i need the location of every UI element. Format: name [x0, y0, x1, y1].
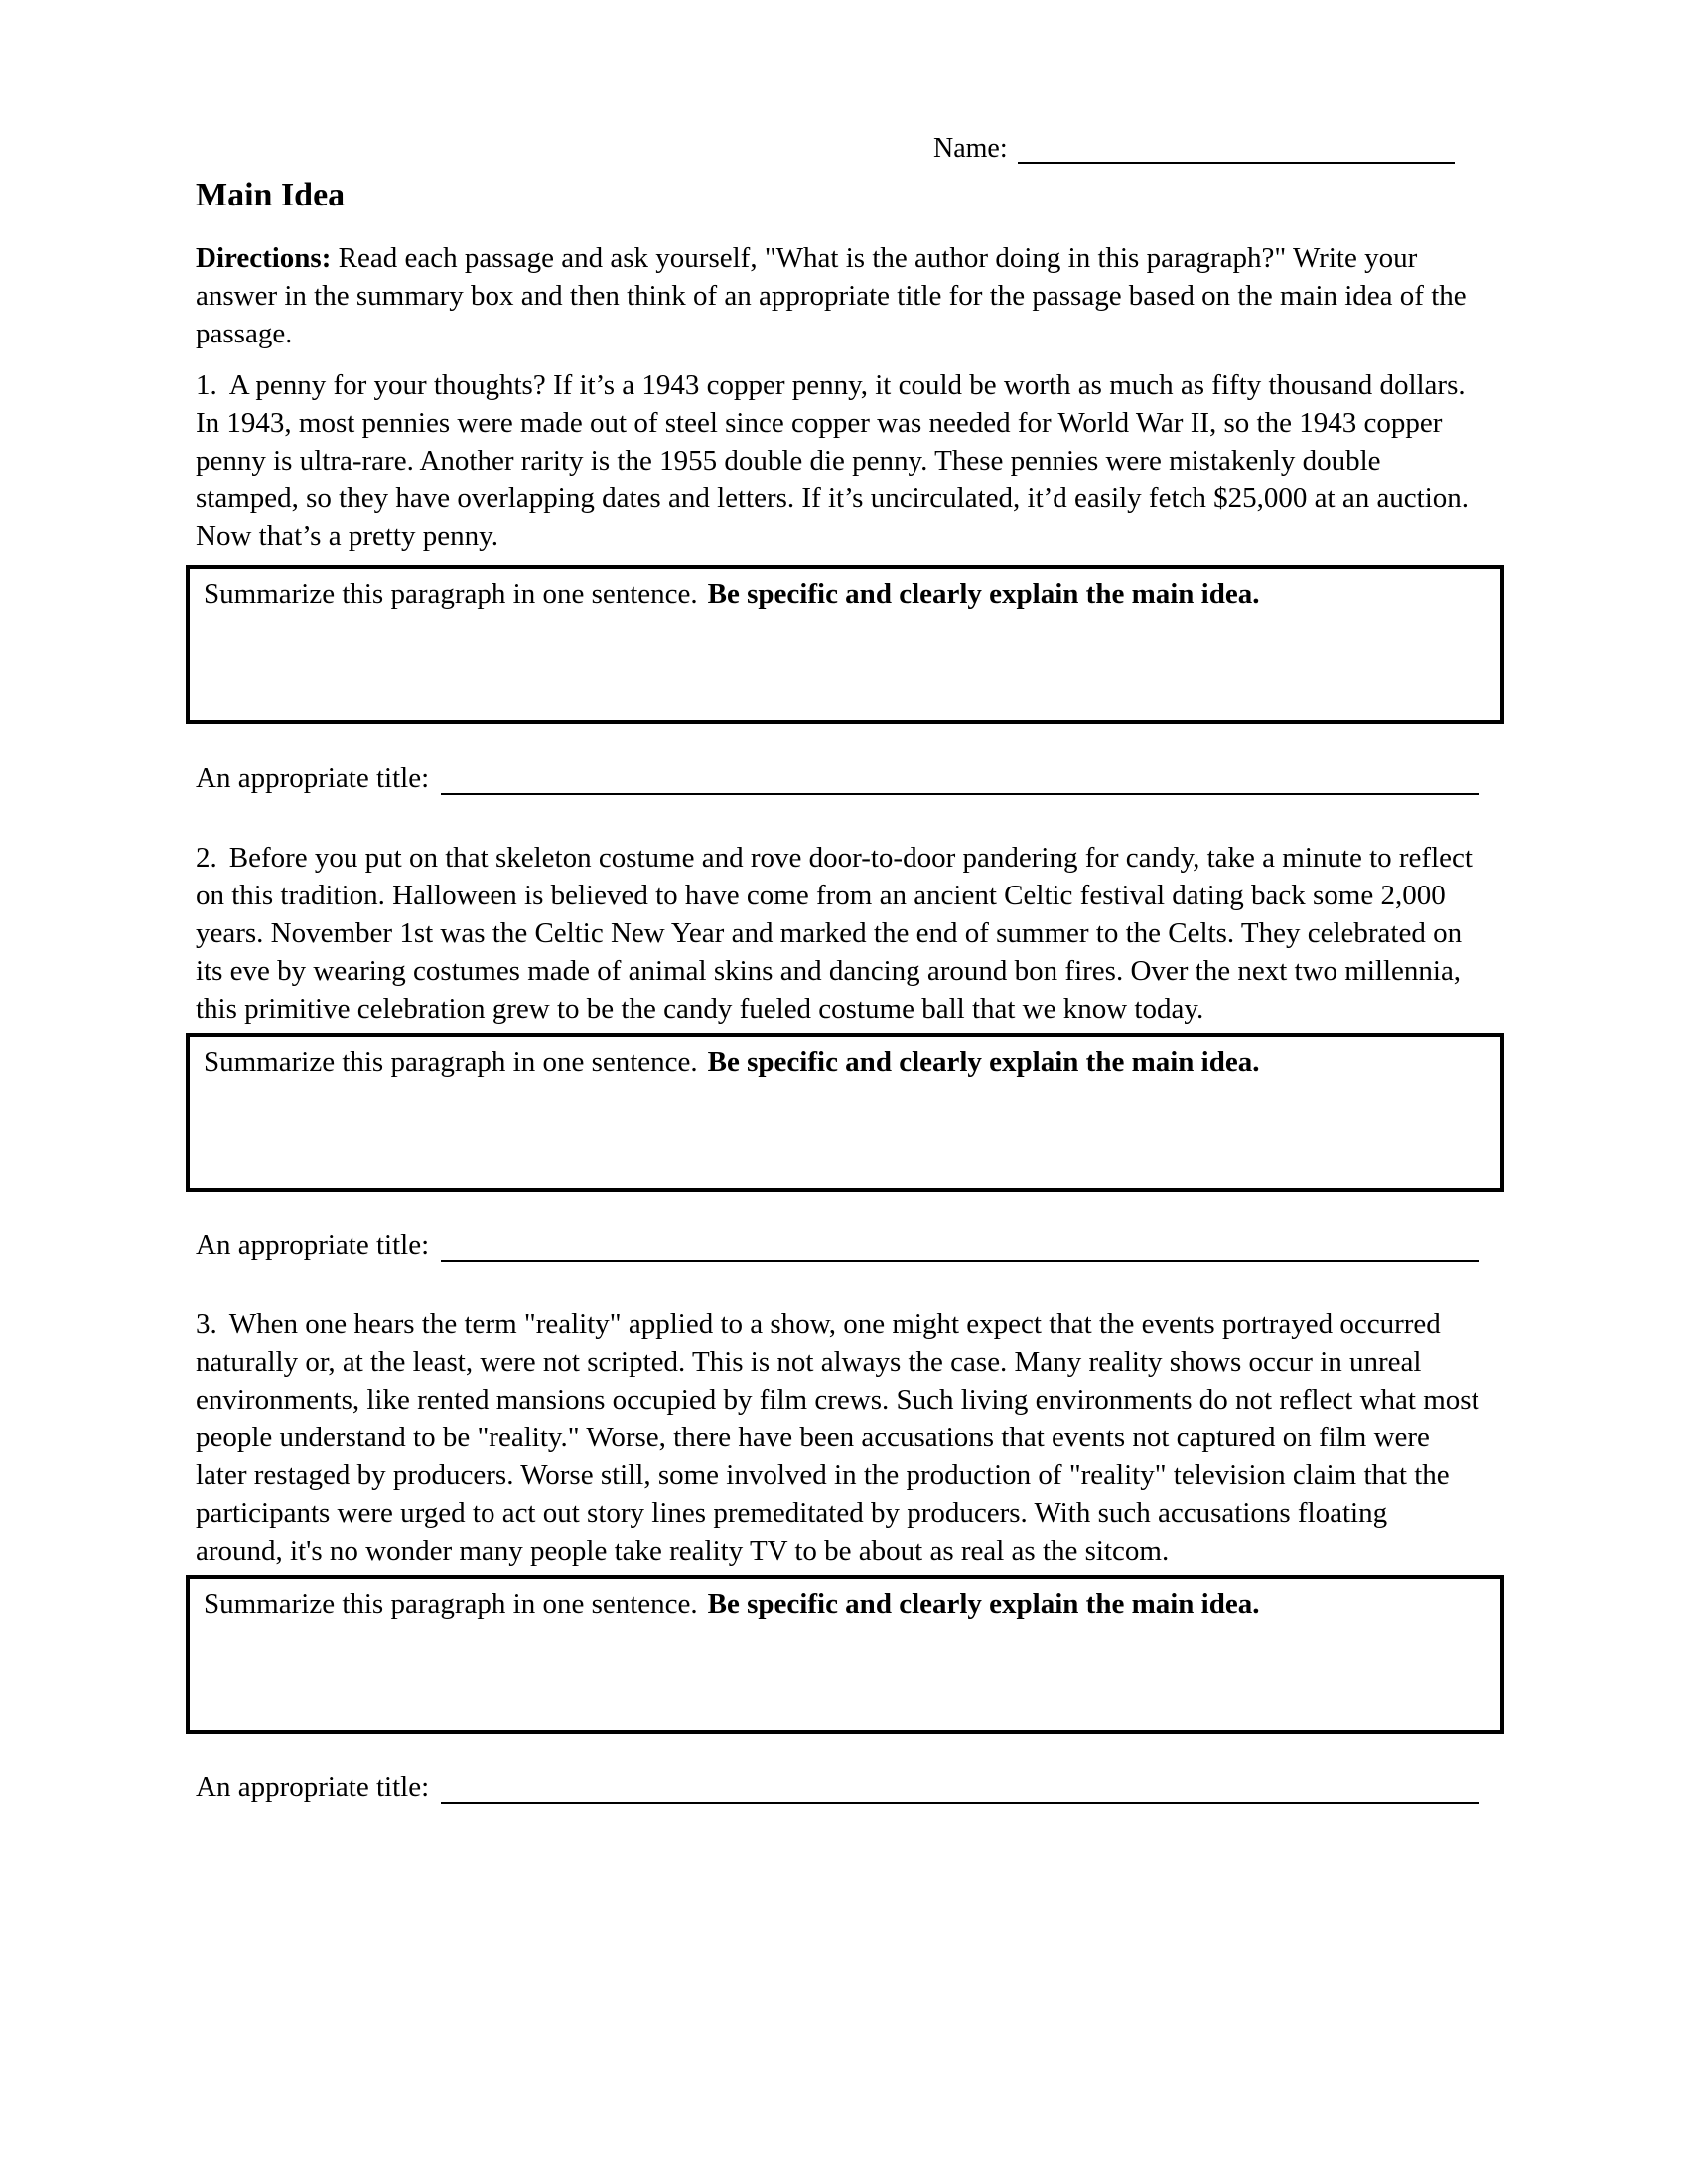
passage-2-number: 2.: [196, 842, 217, 874]
directions: [196, 239, 1479, 352]
summary-prompt-normal-2: Summarize this paragraph in one sentence.: [204, 1046, 698, 1078]
appropriate-title-row-1: [196, 761, 1479, 795]
passage-1: [196, 366, 1479, 555]
appropriate-title-blank-3[interactable]: [441, 1776, 1479, 1804]
appropriate-title-row-3: [196, 1770, 1479, 1804]
passage-2: [196, 839, 1479, 1027]
passage-1-number: 1.: [196, 369, 217, 401]
directions-text: Read each passage and ask yourself, "What is the author doing in this paragraph?" Write your answer in the summary box and then think of an appropriate title for the passage based on the main idea of the passage.: [196, 242, 1467, 349]
summary-prompt-bold-3: Be specific and clearly explain the main idea.: [707, 1588, 1260, 1620]
summary-prompt-bold-2: Be specific and clearly explain the main idea.: [707, 1046, 1260, 1078]
appropriate-title-label-1: An appropriate title:: [196, 762, 430, 794]
directions-label: Directions:: [196, 242, 332, 274]
name-label: Name:: [933, 133, 1008, 164]
summary-prompt-normal: Summarize this paragraph in one sentence.: [204, 578, 698, 610]
summary-prompt-bold: Be specific and clearly explain the main idea.: [707, 578, 1260, 610]
summary-prompt-normal-3: Summarize this paragraph in one sentence.: [204, 1588, 698, 1620]
summary-box-3[interactable]: [186, 1575, 1504, 1734]
passage-1-text: A penny for your thoughts? If it’s a 1943 copper penny, it could be worth as much as fifty thousand dollars. In 1943, most pennies were made out of steel since copper was needed for World War II, so the 1943 copper penny is ultra-rare. Another rarity is the 1955 double die penny. These pennies were mistakenly double stamped, so they have overlapping dates and letters. If it’s uncirculated, it’d easily fetch $25,000 at an auction. Now that’s a pretty penny.: [196, 369, 1470, 552]
passage-3-number: 3.: [196, 1308, 217, 1340]
summary-box-1[interactable]: [186, 565, 1504, 724]
appropriate-title-label-3: An appropriate title:: [196, 1771, 430, 1803]
name-row: [933, 134, 1479, 164]
name-blank-line[interactable]: [1018, 138, 1455, 164]
passage-2-text: Before you put on that skeleton costume and rove door-to-door pandering for candy, take a minute to reflect on this tradition. Halloween is believed to have come from an ancient Celtic festival dating back some 2,000 years. November 1st was the Celtic New Year and marked the end of summer to the Celts. They celebrated on its eve by wearing costumes made of animal skins and dancing around bon fires. Over the next two millennia, this primitive celebration grew to be the candy fueled costume ball that we know today.: [196, 842, 1473, 1024]
passage-3-text: When one hears the term "reality" applied to a show, one might expect that the events portrayed occurred naturally or, at the least, were not scripted. This is not always the case. Many reality shows occur in unreal environments, like rented mansions occupied by film crews. Such living environments do not reflect what most people understand to be "reality." Worse, there have been accusations that events not captured on film were later restaged by producers. Worse still, some involved in the production of "reality" television claim that the participants were urged to act out story lines premeditated by producers. With such accusations floating around, it's no wonder many people take reality TV to be about as real as the sitcom.: [196, 1308, 1479, 1567]
appropriate-title-blank-1[interactable]: [441, 767, 1479, 795]
page-title: Main Idea: [196, 177, 346, 213]
appropriate-title-label-2: An appropriate title:: [196, 1229, 430, 1261]
appropriate-title-row-2: [196, 1228, 1479, 1262]
summary-box-2[interactable]: [186, 1033, 1504, 1192]
passage-3: [196, 1305, 1479, 1570]
appropriate-title-blank-2[interactable]: [441, 1234, 1479, 1262]
